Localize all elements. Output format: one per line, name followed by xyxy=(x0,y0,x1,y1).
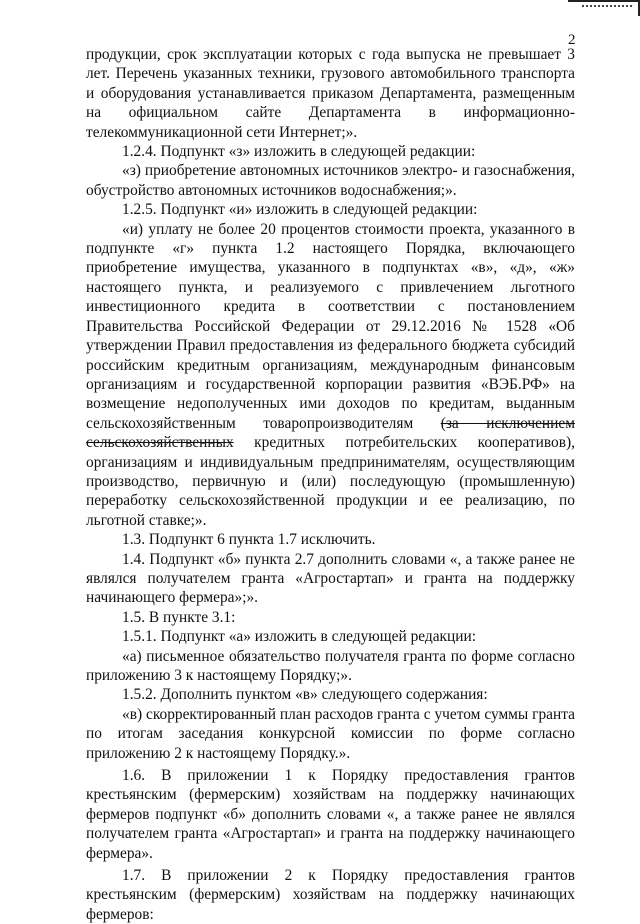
scan-mark xyxy=(568,0,640,16)
paragraph: 1.3. Подпункт 6 пункта 1.7 исключить. xyxy=(122,531,376,549)
paragraph xyxy=(86,220,575,531)
paragraph: 1.5.1. Подпункт «а» изложить в следующей редакции: xyxy=(122,628,477,646)
paragraph: 1.5.2. Дополнить пунктом «в» следующего содержания: xyxy=(122,686,488,704)
paragraph: продукции, срок эксплуатации которых с года выпуска не превышает 3 лет. Перечень указанных техники, грузового автомобильного транспорта и оборудования устанавливается приказом Департамента, размещенным на официальном сайте Департамента в информационно-телекоммуникационной сети Интернет;». xyxy=(86,46,575,141)
paragraph: 1.2.5. Подпункт «и» изложить в следующей редакции: xyxy=(122,201,478,219)
struck-text: (за исключением сельскохозяйственных xyxy=(86,414,575,452)
paragraph: 1.2.4. Подпункт «з» изложить в следующей редакции: xyxy=(122,143,476,161)
paragraph: «в) скорректированный план расходов гранта с учетом суммы гранта по итогам заседания конкурсной комиссии по форме согласно приложению 2 к настоящему Порядку.». xyxy=(86,705,575,762)
page-number: 2 xyxy=(568,32,576,48)
paragraph: 1.6. В приложении 1 к Порядку предоставления грантов крестьянским (фермерским) хозяйствам на поддержку начинающих фермеров подпункт «б» дополнить словами «, а также ранее не являлся получателем гранта «Агростартап» и гранта на поддержку начинающего фермера». xyxy=(86,767,575,862)
paragraph: 1.4. Подпункт «б» пункта 2.7 дополнить словами «, а также ранее не являлся получателем гранта «Агростартап» и гранта на поддержку начинающего фермера»;». xyxy=(86,550,575,607)
paragraph: 1.7. В приложении 2 к Порядку предоставления грантов крестьянским (фермерским) хозяйствам на поддержку начинающих фермеров: xyxy=(86,867,575,923)
paragraph-text: «и) уплату не более 20 процентов стоимости проекта, указанного в подпункте «г» пункта 1.2 настоящего Порядка, включающего приобретение имущества, указанного в подпунктах «в», «д», «ж» настоящего пункта, и реализуемого с привлечением льготного инвестиционного кредита в соответствии с постановлением Правительства Российской Федерации от 29.12.2016 № 1528 «Об утверждении Правил предоставления из федерального бюджета субсидий российским кредитным организациям, международным финансовым организациям и государственной корпорации развития «ВЭБ.РФ» на возмещение недополученных ими доходов по кредитам, выданным сельскохозяйственным товаропроизводителям xyxy=(86,220,575,432)
paragraph: 1.5. В пункте 3.1: xyxy=(122,608,236,626)
paragraph-text: кредитных потребительских кооперативов), организациям и индивидуальным предпринимателям, осуществляющим производство, первичную и (или) последующую (промышленную) переработку сельскохозяйственной продукции и ее реализацию, по льготной ставке;». xyxy=(86,434,575,529)
paragraph: «а) письменное обязательство получателя гранта по форме согласно приложению 3 к настоящему Порядку;». xyxy=(86,647,575,684)
paragraph: «з) приобретение автономных источников электро- и газоснабжения, обустройство автономных источников водоснабжения;». xyxy=(86,162,575,199)
document-body xyxy=(86,45,575,924)
